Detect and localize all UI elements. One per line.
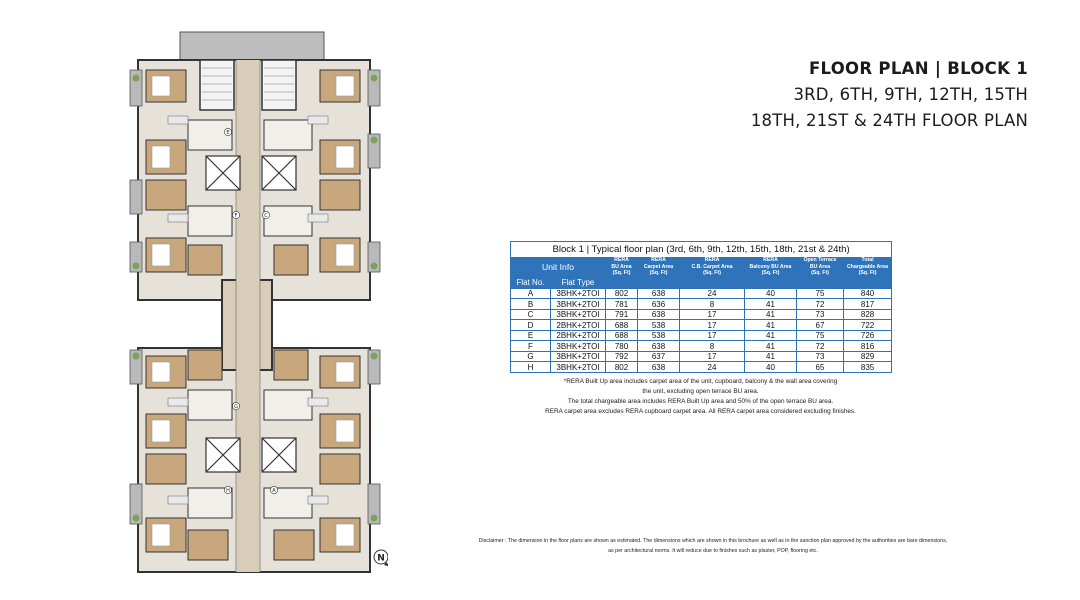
header-cb-2: C.B. Carpet Area: [680, 264, 745, 271]
table-cell: 17: [680, 330, 745, 341]
note-line: the unit, excluding open terrace BU area.: [642, 387, 759, 395]
table-cell: 636: [638, 299, 680, 310]
table-cell: 8: [680, 299, 745, 310]
table-cell: 17: [680, 309, 745, 320]
header-terrace-3: (Sq. Ft): [797, 271, 844, 278]
note-line: RERA carpet area excludes RERA cupboard carpet area. All RERA carpet area considered excluding finishes.: [545, 408, 856, 416]
header-total-3: (Sq. Ft): [844, 271, 892, 278]
table-cell: 538: [638, 330, 680, 341]
table-cell: 840: [844, 288, 892, 299]
table-row: [511, 330, 892, 341]
unit-marker-c: C: [264, 213, 268, 219]
header-carpet-3: (Sq. Ft): [638, 271, 680, 278]
table-cell: 791: [606, 309, 638, 320]
header-bu-1: RERA: [606, 258, 638, 265]
north-arrow-icon: [374, 550, 388, 567]
header-bu-2: BU Area: [606, 264, 638, 271]
table-cell: 2BHK+2TOI: [551, 320, 606, 331]
table-cell: B: [511, 299, 551, 310]
unit-marker-a: A: [272, 488, 276, 494]
table-cell: 638: [638, 309, 680, 320]
table-cell: 72: [797, 341, 844, 352]
table-cell: 75: [797, 288, 844, 299]
header-carpet-2: Carpet Area: [638, 264, 680, 271]
unit-marker-g: G: [234, 404, 238, 410]
table-cell: 781: [606, 299, 638, 310]
page-title: FLOOR PLAN | BLOCK 1: [808, 59, 1028, 78]
table-cell: 802: [606, 362, 638, 373]
table-cell: G: [511, 351, 551, 362]
table-cell: 3BHK+2TOI: [551, 362, 606, 373]
page-heading: [751, 56, 1028, 134]
header-carpet-1: RERA: [638, 258, 680, 265]
table-caption: Block 1 | Typical floor plan (3rd, 6th, 9th, 12th, 15th, 18th, 21st & 24th): [511, 242, 892, 258]
table-cell: 67: [797, 320, 844, 331]
table-row: [511, 309, 892, 320]
table-cell: 3BHK+2TOI: [551, 341, 606, 352]
table-cell: 17: [680, 351, 745, 362]
table-row: [511, 320, 892, 331]
header-terrace-1: Open Terrace: [797, 258, 844, 265]
stair-core-upper: [200, 60, 234, 110]
table-row: [511, 288, 892, 299]
table-cell: 41: [745, 309, 797, 320]
note-line: *RERA Built Up area includes carpet area of the unit, cupboard, balcony & the wall area covering: [563, 377, 838, 385]
note-line: The total chargeable area includes RERA Built Up area and 50% of the open terrace BU area.: [567, 398, 834, 406]
table-cell: 802: [606, 288, 638, 299]
table-cell: 688: [606, 330, 638, 341]
table-cell: 24: [680, 288, 745, 299]
table-cell: 2BHK+2TOI: [551, 330, 606, 341]
table-cell: 780: [606, 341, 638, 352]
table-row: [511, 299, 892, 310]
table-cell: 637: [638, 351, 680, 362]
table-cell: 835: [844, 362, 892, 373]
header-flat-type: Flat Type: [551, 277, 606, 288]
table-cell: 816: [844, 341, 892, 352]
header-balcony-3: (Sq. Ft): [745, 271, 797, 278]
disclaimer-line: as per architectural norms. It will reduce due to finishes such as plaster, POP, flooring etc.: [608, 548, 818, 554]
floor-plan-svg: [128, 30, 388, 582]
disclaimer: [423, 536, 1003, 556]
table-cell: 638: [638, 362, 680, 373]
table-cell: 41: [745, 330, 797, 341]
header-cb-1: RERA: [680, 258, 745, 265]
table-cell: 75: [797, 330, 844, 341]
header-flat-no: Flat No.: [511, 277, 551, 288]
table-cell: 538: [638, 320, 680, 331]
table-cell: H: [511, 362, 551, 373]
header-total-1: Total: [844, 258, 892, 265]
floors-line-1: 3RD, 6TH, 9TH, 12TH, 15TH: [793, 85, 1028, 104]
header-balcony-1: RERA: [745, 258, 797, 265]
unit-marker-e: E: [226, 130, 230, 136]
table-cell: 73: [797, 309, 844, 320]
table-cell: 638: [638, 341, 680, 352]
area-table-section: [510, 241, 891, 418]
table-cell: F: [511, 341, 551, 352]
table-cell: 638: [638, 288, 680, 299]
table-row: [511, 351, 892, 362]
table-cell: 828: [844, 309, 892, 320]
floor-plan-drawing: [128, 30, 388, 582]
table-cell: 40: [745, 362, 797, 373]
area-table: [510, 241, 892, 373]
header-terrace-2: BU Area: [797, 264, 844, 271]
header-total-2: Chargeable Area: [844, 264, 892, 271]
table-cell: 17: [680, 320, 745, 331]
table-cell: 726: [844, 330, 892, 341]
table-cell: E: [511, 330, 551, 341]
table-cell: 40: [745, 288, 797, 299]
table-cell: 72: [797, 299, 844, 310]
area-table-body: [511, 288, 892, 372]
table-cell: 3BHK+2TOI: [551, 299, 606, 310]
table-cell: 3BHK+2TOI: [551, 309, 606, 320]
north-label: N: [377, 553, 385, 564]
header-unit-info: Unit Info: [511, 258, 606, 278]
unit-marker-f: F: [234, 213, 238, 219]
table-cell: 722: [844, 320, 892, 331]
table-cell: 65: [797, 362, 844, 373]
table-cell: 3BHK+2TOI: [551, 351, 606, 362]
header-cb-3: (Sq. Ft): [680, 271, 745, 278]
top-terrace: [180, 32, 324, 60]
table-cell: D: [511, 320, 551, 331]
table-cell: 41: [745, 320, 797, 331]
table-cell: 41: [745, 341, 797, 352]
disclaimer-line: Disclaimer : The dimension in the floor plans are shown as estimated. The dimensions which are shown in this brochure as well as in the sanction plan approved by the authorities are bare dimensions,: [478, 538, 948, 544]
header-balcony-2: Balcony BU Area: [745, 264, 797, 271]
corridor: [236, 60, 260, 572]
table-cell: C: [511, 309, 551, 320]
table-cell: 688: [606, 320, 638, 331]
table-row: [511, 341, 892, 352]
table-notes: [510, 377, 891, 418]
table-cell: 829: [844, 351, 892, 362]
floors-line-2: 18TH, 21ST & 24TH FLOOR PLAN: [750, 111, 1028, 130]
table-cell: 73: [797, 351, 844, 362]
table-cell: 3BHK+2TOI: [551, 288, 606, 299]
table-cell: 792: [606, 351, 638, 362]
unit-marker-h: H: [226, 488, 230, 494]
table-row: [511, 362, 892, 373]
header-bu-3: (Sq. Ft): [606, 271, 638, 278]
table-cell: 24: [680, 362, 745, 373]
table-cell: 41: [745, 299, 797, 310]
table-cell: 41: [745, 351, 797, 362]
table-cell: A: [511, 288, 551, 299]
table-cell: 8: [680, 341, 745, 352]
table-cell: 817: [844, 299, 892, 310]
